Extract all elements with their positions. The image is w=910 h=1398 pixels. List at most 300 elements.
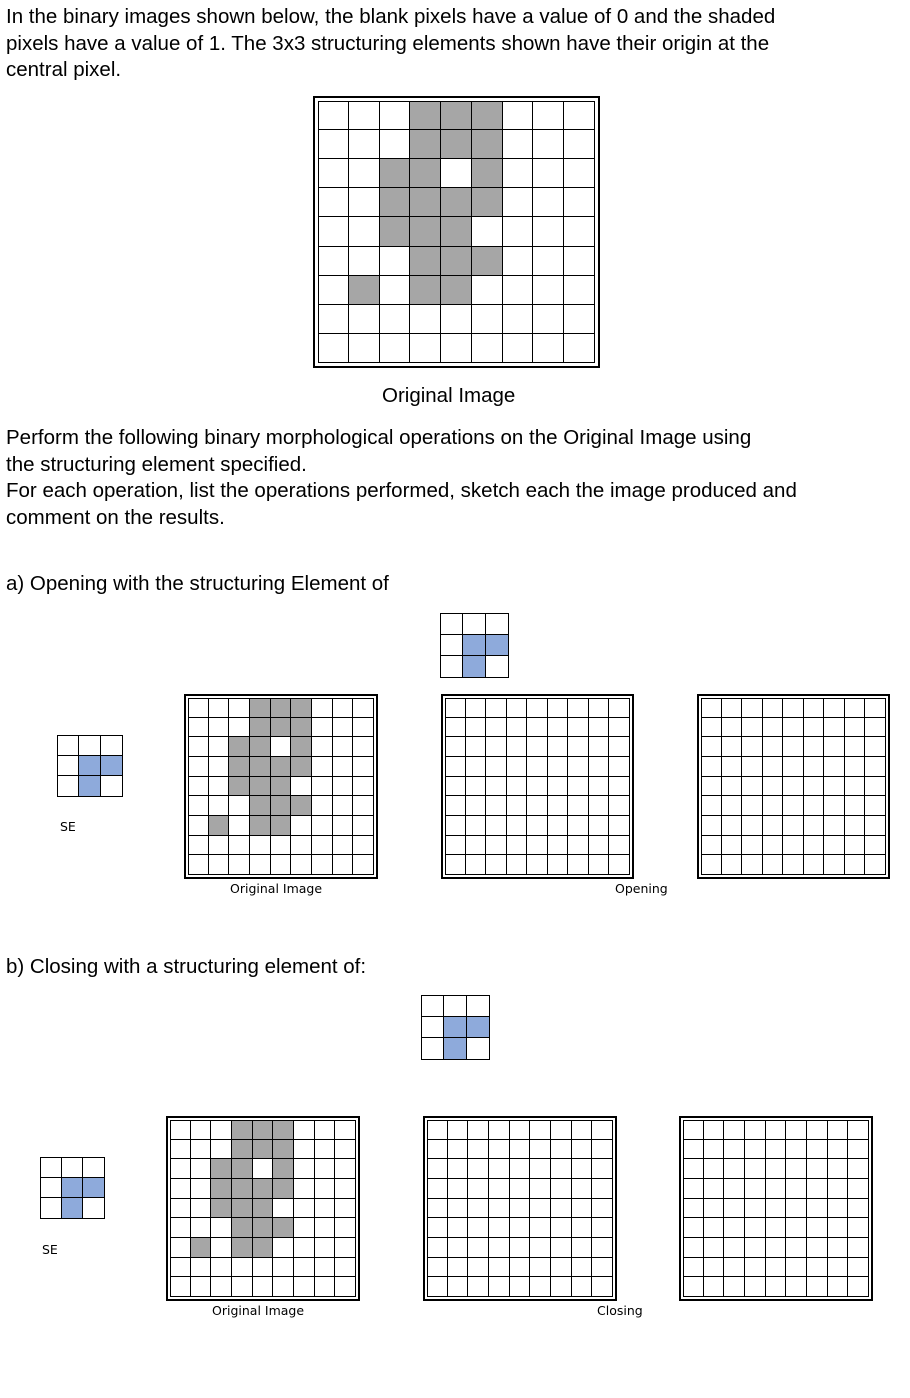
pixel-cell [530,1258,551,1278]
pixel-cell [807,1140,828,1160]
pixel-cell [742,757,763,777]
pixel-cell [503,159,534,188]
pixel-cell [170,1159,191,1179]
pixel-cell [724,1218,745,1238]
pixel-cell [807,1238,828,1258]
pixel-cell [786,1159,807,1179]
pixel-cell [724,1140,745,1160]
pixel-cell [211,1199,232,1219]
pixel-cell [229,718,250,738]
pixel-cell [507,718,528,738]
pixel-cell [486,855,507,875]
pixel-cell [253,1199,274,1219]
pixel-cell [766,1238,787,1258]
pixel-cell [472,101,503,130]
pixel-cell [824,855,845,875]
pixel-cell [568,698,589,718]
pixel-cell [170,1218,191,1238]
pixel-cell [349,247,380,276]
pixel-cell [804,816,825,836]
pixel-cell [589,855,610,875]
pixel-cell [333,737,354,757]
pixel-cell [191,1159,212,1179]
se-cell [467,1017,490,1039]
pixel-cell [745,1159,766,1179]
pixel-cell [271,777,292,797]
pixel-cell [568,796,589,816]
pixel-cell [848,1179,869,1199]
pixel-cell [472,247,503,276]
pixel-cell [592,1199,613,1219]
pixel-cell [318,305,349,334]
pixel-cell [410,217,441,246]
pixel-cell [191,1120,212,1140]
pixel-cell [527,816,548,836]
pixel-cell [766,1120,787,1140]
pixel-cell [564,188,595,217]
pixel-cell [466,698,487,718]
pixel-cell [510,1199,531,1219]
pixel-cell [503,130,534,159]
pixel-cell [551,1179,572,1199]
pixel-cell [683,1159,704,1179]
pixel-cell [766,1258,787,1278]
pixel-cell [609,855,630,875]
pixel-cell [845,698,866,718]
pixel-cell [312,737,333,757]
pixel-cell [250,796,271,816]
se-cell [40,1198,62,1219]
pixel-cell [609,757,630,777]
pixel-cell [704,1258,725,1278]
pixel-cell [318,188,349,217]
pixel-cell [211,1179,232,1199]
pixel-cell [786,1277,807,1297]
pixel-cell [209,777,230,797]
pixel-cell [572,1218,593,1238]
pixel-cell [335,1120,356,1140]
pixel-cell [472,188,503,217]
pixel-cell [722,836,743,856]
pixel-cell [273,1140,294,1160]
pixel-cell [786,1218,807,1238]
pixel-cell [353,796,374,816]
pixel-cell [333,757,354,777]
pixel-cell [609,718,630,738]
pixel-cell [349,188,380,217]
pixel-cell [489,1238,510,1258]
pixel-cell [410,334,441,363]
pixel-cell [527,855,548,875]
pixel-cell [335,1277,356,1297]
pixel-cell [468,1159,489,1179]
pixel-cell [510,1238,531,1258]
pixel-cell [568,836,589,856]
pixel-cell [828,1179,849,1199]
pixel-cell [704,1238,725,1258]
pixel-cell [592,1120,613,1140]
pixel-cell [253,1218,274,1238]
pixel-cell [229,777,250,797]
pixel-cell [763,757,784,777]
pixel-cell [807,1159,828,1179]
se-cell [486,635,509,657]
se-cell [440,635,463,657]
pixel-cell [783,836,804,856]
pixel-cell [232,1179,253,1199]
pixel-cell [294,1159,315,1179]
se-cell [467,995,490,1017]
pixel-cell [551,1140,572,1160]
pixel-cell [507,836,528,856]
pixel-cell [786,1120,807,1140]
pixel-cell [701,698,722,718]
pixel-cell [722,777,743,797]
pixel-cell [466,718,487,738]
pixel-cell [472,130,503,159]
part-a-title: a) Opening with the structuring Element of [6,572,389,595]
pixel-cell [468,1238,489,1258]
pixel-cell [333,718,354,738]
pixel-cell [250,777,271,797]
pixel-cell [349,130,380,159]
pixel-cell [807,1179,828,1199]
pixel-cell [349,159,380,188]
pixel-cell [510,1258,531,1278]
pixel-cell [318,159,349,188]
pixel-cell [804,796,825,816]
pixel-cell [551,1120,572,1140]
pixel-cell [766,1179,787,1199]
pixel-cell [427,1179,448,1199]
pixel-cell [253,1179,274,1199]
pixel-cell [209,855,230,875]
pixel-cell [845,777,866,797]
pixel-cell [448,1258,469,1278]
pixel-cell [683,1179,704,1199]
pixel-cell [441,305,472,334]
part-a-result-label: Opening [615,881,668,896]
pixel-cell [592,1238,613,1258]
pixel-cell [441,247,472,276]
pixel-cell [353,737,374,757]
pixel-cell [724,1199,745,1219]
pixel-cell [209,757,230,777]
pixel-cell [548,777,569,797]
pixel-cell [211,1140,232,1160]
pixel-cell [191,1258,212,1278]
pixel-cell [170,1238,191,1258]
pixel-cell [486,836,507,856]
pixel-cell [271,816,292,836]
pixel-cell [763,698,784,718]
pixel-cell [250,816,271,836]
pixel-cell [291,816,312,836]
pixel-cell [353,836,374,856]
part-a-result-grid-2 [697,694,890,879]
pixel-cell [530,1238,551,1258]
se-cell [486,656,509,678]
pixel-cell [472,305,503,334]
pixel-cell [312,816,333,836]
pixel-cell [188,777,209,797]
pixel-cell [170,1199,191,1219]
pixel-cell [848,1238,869,1258]
pixel-cell [353,718,374,738]
pixel-cell [441,334,472,363]
pixel-cell [510,1179,531,1199]
pixel-cell [572,1159,593,1179]
pixel-cell [489,1159,510,1179]
pixel-cell [572,1277,593,1297]
part-a-result-grid-1 [441,694,634,879]
pixel-cell [211,1159,232,1179]
instructions-line-1: Perform the following binary morphological operations on the Original Image using [6,426,752,449]
pixel-cell [722,737,743,757]
pixel-cell [232,1120,253,1140]
pixel-cell [865,757,886,777]
pixel-cell [704,1277,725,1297]
se-cell [79,735,101,756]
pixel-cell [229,855,250,875]
pixel-cell [489,1218,510,1238]
pixel-cell [745,1120,766,1140]
pixel-cell [704,1140,725,1160]
pixel-cell [312,757,333,777]
pixel-cell [704,1159,725,1179]
pixel-cell [845,757,866,777]
pixel-cell [232,1238,253,1258]
pixel-cell [271,737,292,757]
pixel-cell [468,1218,489,1238]
pixel-cell [503,101,534,130]
pixel-cell [380,101,411,130]
pixel-cell [410,159,441,188]
pixel-cell [445,777,466,797]
pixel-cell [724,1258,745,1278]
pixel-cell [466,777,487,797]
pixel-cell [828,1120,849,1140]
pixel-cell [335,1218,356,1238]
pixel-cell [701,855,722,875]
pixel-cell [701,777,722,797]
pixel-cell [486,816,507,836]
pixel-cell [701,816,722,836]
pixel-cell [763,816,784,836]
pixel-cell [291,855,312,875]
pixel-cell [250,836,271,856]
pixel-cell [783,718,804,738]
pixel-cell [722,855,743,875]
pixel-cell [683,1120,704,1140]
pixel-cell [229,737,250,757]
pixel-cell [592,1277,613,1297]
pixel-cell [353,698,374,718]
pixel-cell [609,796,630,816]
pixel-cell [315,1218,336,1238]
pixel-cell [410,247,441,276]
pixel-cell [824,816,845,836]
pixel-cell [804,757,825,777]
pixel-cell [533,305,564,334]
pixel-cell [745,1179,766,1199]
pixel-cell [253,1140,274,1160]
pixel-cell [564,130,595,159]
pixel-cell [701,737,722,757]
pixel-cell [170,1258,191,1278]
pixel-cell [445,855,466,875]
pixel-cell [489,1258,510,1278]
pixel-cell [472,334,503,363]
pixel-cell [701,757,722,777]
pixel-cell [489,1277,510,1297]
intro-paragraph [6,4,906,84]
pixel-cell [742,698,763,718]
pixel-cell [683,1140,704,1160]
pixel-cell [848,1140,869,1160]
pixel-cell [315,1199,336,1219]
se-cell [463,656,486,678]
se-cell [79,776,101,797]
pixel-cell [704,1120,725,1140]
pixel-cell [188,855,209,875]
pixel-cell [845,816,866,836]
pixel-cell [527,836,548,856]
pixel-cell [427,1218,448,1238]
pixel-cell [807,1277,828,1297]
part-b-se [40,1157,105,1219]
pixel-cell [592,1218,613,1238]
pixel-cell [745,1218,766,1238]
pixel-cell [609,816,630,836]
pixel-cell [209,718,230,738]
pixel-cell [742,836,763,856]
pixel-cell [229,757,250,777]
pixel-cell [318,334,349,363]
pixel-cell [191,1218,212,1238]
part-b-original-grid [166,1116,360,1301]
pixel-cell [724,1159,745,1179]
pixel-cell [486,777,507,797]
pixel-cell [410,101,441,130]
pixel-cell [191,1277,212,1297]
pixel-cell [865,816,886,836]
pixel-cell [804,737,825,757]
pixel-cell [441,130,472,159]
pixel-cell [865,836,886,856]
pixel-cell [250,855,271,875]
pixel-cell [312,855,333,875]
pixel-cell [527,718,548,738]
pixel-cell [783,855,804,875]
pixel-cell [229,698,250,718]
pixel-cell [572,1120,593,1140]
pixel-cell [572,1258,593,1278]
pixel-cell [564,334,595,363]
pixel-cell [742,855,763,875]
pixel-cell [783,796,804,816]
pixel-cell [683,1218,704,1238]
pixel-cell [724,1238,745,1258]
pixel-cell [294,1218,315,1238]
pixel-cell [271,855,292,875]
pixel-cell [448,1218,469,1238]
pixel-cell [253,1238,274,1258]
pixel-cell [786,1140,807,1160]
pixel-cell [848,1199,869,1219]
pixel-cell [572,1199,593,1219]
pixel-cell [410,305,441,334]
se-cell [463,635,486,657]
pixel-cell [786,1179,807,1199]
pixel-cell [291,757,312,777]
pixel-cell [211,1258,232,1278]
pixel-cell [315,1258,336,1278]
pixel-cell [188,698,209,718]
pixel-cell [333,777,354,797]
pixel-cell [530,1140,551,1160]
pixel-cell [766,1199,787,1219]
pixel-cell [745,1238,766,1258]
pixel-cell [335,1140,356,1160]
pixel-cell [273,1258,294,1278]
pixel-cell [530,1159,551,1179]
pixel-cell [828,1277,849,1297]
pixel-cell [211,1218,232,1238]
pixel-cell [589,777,610,797]
pixel-cell [745,1199,766,1219]
pixel-cell [271,718,292,738]
pixel-cell [848,1218,869,1238]
pixel-cell [701,796,722,816]
original-image-caption: Original Image [382,384,516,407]
pixel-cell [441,276,472,305]
pixel-cell [510,1218,531,1238]
pixel-cell [533,159,564,188]
pixel-cell [845,737,866,757]
pixel-cell [271,796,292,816]
pixel-cell [589,796,610,816]
pixel-cell [232,1218,253,1238]
pixel-cell [865,698,886,718]
pixel-cell [804,777,825,797]
pixel-cell [551,1159,572,1179]
pixel-cell [380,334,411,363]
pixel-cell [530,1218,551,1238]
pixel-cell [786,1199,807,1219]
pixel-cell [683,1277,704,1297]
pixel-cell [592,1258,613,1278]
pixel-cell [592,1140,613,1160]
se-cell [421,995,444,1017]
pixel-cell [824,757,845,777]
pixel-cell [589,757,610,777]
pixel-cell [572,1238,593,1258]
pixel-cell [783,737,804,757]
pixel-cell [229,796,250,816]
pixel-cell [312,698,333,718]
pixel-cell [548,855,569,875]
pixel-cell [380,305,411,334]
pixel-cell [253,1258,274,1278]
pixel-cell [441,217,472,246]
part-a-se [57,735,123,797]
pixel-cell [807,1258,828,1278]
pixel-cell [445,836,466,856]
pixel-cell [548,836,569,856]
pixel-cell [191,1199,212,1219]
intro-line-2: pixels have a value of 1. The 3x3 structuring elements shown have their origin at the [6,31,770,55]
